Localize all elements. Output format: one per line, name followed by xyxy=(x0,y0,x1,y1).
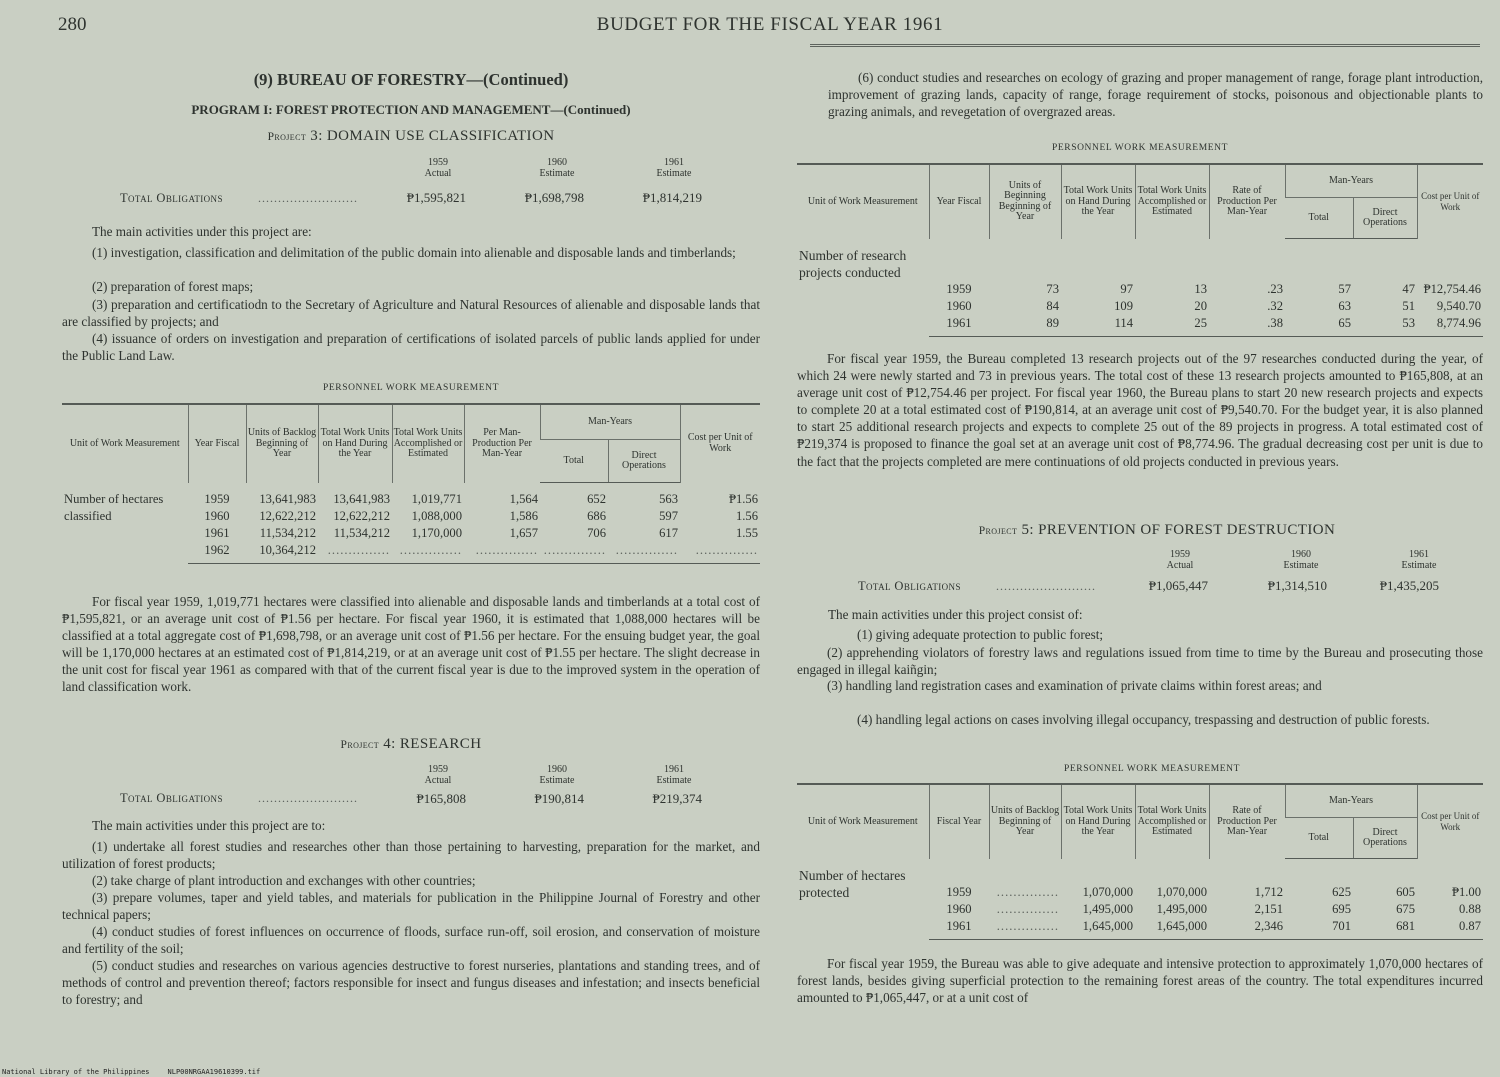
cell-accomplished: 20 xyxy=(1194,299,1207,313)
project4-activity-5: (5) conduct studies and researches on various agencies destructive to forest nurseries, plantations and standing trees, and of methods of control and prevention thereof; factors responsible for insect and fungus diseases and infestation; and insects beneficial to forestry; and xyxy=(62,958,760,1008)
project3-intro: The main activities under this project are: xyxy=(92,224,312,239)
cell-accomplished: 1,070,000 xyxy=(1156,884,1207,899)
table-row xyxy=(62,483,760,509)
th-rate: Per Man-Production Per Man-Year xyxy=(464,404,540,483)
cell-year: 1960 xyxy=(946,299,972,313)
cell-direct: ............... xyxy=(608,542,680,564)
project3-narrative: For fiscal year 1959, 1,019,771 hectares were classified into alienable and disposable lands and timberlands at a total cost of ₱1,595,821, or an average unit cost of ₱1.56 per hectare. For fiscal year 1960, it is estimated that 1,088,000 hectares will be classified at a total aggregate cost of ₱1,698,798, or an average unit cost of ₱1.56 per hectare. For the ensuing budget year, the goal will be 1,170,000 hectares at an estimated cost of ₱1,814,219, or at an average unit cost of ₱1.55 per hectare. The slight decrease in the unit cost for fiscal year 1961 as compared with that of the current fiscal year is due to the improved system in the operation of land classification work. xyxy=(62,594,760,695)
project4-title: Project 4: RESEARCH xyxy=(340,736,482,752)
cell-direct: 51 xyxy=(1402,299,1415,313)
cell-total: 63 xyxy=(1338,299,1351,313)
project3-activity-2: (2) preparation of forest maps; xyxy=(92,279,254,294)
cell-rate: 1,657 xyxy=(509,526,538,540)
project4-intro: The main activities under this project are to: xyxy=(92,818,326,833)
cell-accomplished: 25 xyxy=(1135,315,1209,337)
cell-on-hand: 1,070,000 xyxy=(1082,884,1133,899)
th-direct: Direct Operations xyxy=(1353,198,1417,239)
project4-activity-1: (1) undertake all forest studies and researches other than those pertaining to harvesting, preparation for the market, and utilization of forest products; xyxy=(62,839,760,872)
cell-accomplished: 1,019,771 xyxy=(411,491,462,506)
project4-pwm-title: PERSONNEL WORK MEASUREMENT xyxy=(1051,143,1229,153)
cell-cost: 0.87 xyxy=(1417,918,1483,940)
th-year: Fiscal Year xyxy=(929,784,989,859)
cell-backlog: 10,364,212 xyxy=(246,542,318,564)
cell-accomplished: 13 xyxy=(1194,281,1207,296)
colhead-1960: 1960 Estimate xyxy=(1283,549,1319,571)
th-unit: Unit of Work Measurement xyxy=(62,404,188,483)
cell-rate: 1,712 xyxy=(1254,884,1283,899)
project3-activity-3: (3) preparation and certificatiodn to the Secretary of Agriculture and Natural Resources of alienable and disposable lands that are classified by projects; and xyxy=(62,297,760,330)
th-total: Total xyxy=(1285,818,1353,859)
colhead-1959: 1959 Actual xyxy=(1166,549,1194,571)
cell-cost: 1.56 xyxy=(735,509,758,523)
cell-cost: ₱1.00 xyxy=(1451,884,1481,899)
project5-pwm-title: PERSONNEL WORK MEASUREMENT xyxy=(1063,764,1241,774)
cell-backlog: ............... xyxy=(989,918,1061,940)
colhead-1960: 1960 Estimate xyxy=(539,764,575,786)
cell-rate: .23 xyxy=(1267,281,1283,296)
project5-activity-1: (1) giving adequate protection to public forest; xyxy=(857,627,1104,642)
project3-title: Project 3: DOMAIN USE CLASSIFICATION xyxy=(267,128,555,144)
th-unit: Unit of Work Measurement xyxy=(797,784,929,859)
cell-on-hand: ............... xyxy=(318,542,392,564)
running-title: BUDGET FOR THE FISCAL YEAR 1961 xyxy=(596,14,944,35)
cell-total: 652 xyxy=(587,492,606,506)
project4-total-1960: ₱190,814 xyxy=(534,791,584,806)
colhead-1959: 1959 Actual xyxy=(424,764,452,786)
cell-backlog: 11,534,212 xyxy=(259,526,316,540)
cell-direct: 53 xyxy=(1353,315,1417,337)
cell-accomplished: 1,170,000 xyxy=(411,526,462,540)
cell-total: 686 xyxy=(587,509,606,523)
cell-cost: 8,774.96 xyxy=(1417,315,1483,337)
colhead-1961: 1961 Estimate xyxy=(656,764,692,786)
cell-direct: 597 xyxy=(659,509,678,523)
cell-cost: 0.88 xyxy=(1458,902,1481,916)
project5-total-1961: ₱1,435,205 xyxy=(1379,578,1439,593)
cell-year: 1961 xyxy=(929,315,989,337)
project3-total-1961: ₱1,814,219 xyxy=(642,190,702,205)
th-year: Year Fiscal xyxy=(188,404,246,483)
project3-total-obligations: Total Obligations xyxy=(120,191,223,205)
cell-year: 1959 xyxy=(946,281,972,296)
cell-year: 1962 xyxy=(188,542,246,564)
th-man-years: Man-Years xyxy=(1285,164,1417,198)
cell-rate: ............... xyxy=(464,542,540,564)
cell-accomplished: 1,645,000 xyxy=(1135,918,1209,940)
cell-direct: 617 xyxy=(659,526,678,540)
cell-rate: 1,586 xyxy=(509,509,538,523)
project5-title: Project 5: PREVENTION OF FOREST DESTRUCTION xyxy=(978,522,1336,538)
cell-year: 1960 xyxy=(204,509,230,523)
cell-total: 625 xyxy=(1332,885,1351,899)
cell-on-hand: 11,534,212 xyxy=(333,526,390,540)
cell-on-hand: 114 xyxy=(1061,315,1135,337)
th-total-work: Total Work Units on Hand During the Year xyxy=(318,404,392,483)
colhead-1961: 1961 Estimate xyxy=(1401,549,1437,571)
project5-total-1960: ₱1,314,510 xyxy=(1267,578,1327,593)
project5-narrative: For fiscal year 1959, the Bureau was able to give adequate and intensive protection to approximately 1,070,000 hectares of forest lands, besides giving superficial protection to the remaining forest areas of the country. The total expenditures incurred amounted to ₱1,065,447, or at a unit cost of xyxy=(797,956,1483,1006)
cell-year: 1960 xyxy=(946,902,972,916)
cell-direct: 675 xyxy=(1396,902,1415,916)
program-title: PROGRAM I: FOREST PROTECTION AND MANAGEMENT—(Continued) xyxy=(191,102,631,117)
th-rate: Rate of Production Per Man-Year xyxy=(1209,784,1285,859)
cell-rate: .38 xyxy=(1209,315,1285,337)
cell-backlog: 89 xyxy=(989,315,1061,337)
table-row xyxy=(797,239,1483,299)
th-cost: Cost per Unit of Work xyxy=(1417,164,1483,239)
project4-activity-2: (2) take charge of plant introduction and exchanges with other countries; xyxy=(92,873,476,888)
project4-total-obligations: Total Obligations xyxy=(120,791,223,805)
cell-cost: ............... xyxy=(680,542,760,564)
cell-on-hand: 109 xyxy=(1114,299,1133,313)
th-rate: Rate of Production Per Man-Year xyxy=(1209,164,1285,239)
colhead-1959: 1959 Actual xyxy=(424,157,452,179)
colhead-1960: 1960 Estimate xyxy=(539,157,575,179)
project4-narrative: For fiscal year 1959, the Bureau completed 13 research projects out of the 97 researches conducted during the year, of which 24 were newly started and 73 in previous years. The total cost of these 13 research projects amounted to ₱165,808, at an average unit cost of ₱12,754.46 per project. For fiscal year 1960, the Bureau plans to start 20 new research projects and expects to complete 20 at a total estimated cost of ₱190,814, at an average unit cost of ₱9,540.70. For the budget year, it is also planned to start 25 additional research projects and expects to complete 25 out of the 89 projects in progress. A total estimated cost of ₱219,374 is proposed to finance the goal set at an average unit cost of ₱8,774.96. The gradual decreasing cost per unit is due to the fact that the projects completed are mere continuations of old projects conducted in previous years. xyxy=(797,351,1483,469)
th-cost: Cost per Unit of Work xyxy=(1417,784,1483,859)
cell-total: 695 xyxy=(1332,902,1351,916)
cell-year: 1959 xyxy=(204,491,230,506)
cell-direct: 47 xyxy=(1402,282,1415,296)
leader-dots: ......................... xyxy=(258,191,358,205)
cell-direct: 605 xyxy=(1396,885,1415,899)
unit-label: Number of hectares protected xyxy=(799,867,906,900)
th-unit: Unit of Work Measurement xyxy=(797,164,929,239)
cell-cost: 9,540.70 xyxy=(1436,299,1481,313)
project5-work-table xyxy=(797,783,1483,940)
section-title: (9) BUREAU OF FORESTRY—(Continued) xyxy=(253,70,569,89)
leader-dots: ......................... xyxy=(258,791,358,805)
th-man-years: Man-Years xyxy=(540,404,680,440)
unit-label: Number of research projects conducted xyxy=(799,247,907,280)
cell-on-hand: 1,495,000 xyxy=(1082,902,1133,916)
cell-total: 65 xyxy=(1285,315,1353,337)
project4-total-1959: ₱165,808 xyxy=(416,791,466,806)
cell-accomplished: 1,088,000 xyxy=(411,509,462,523)
header-rule xyxy=(810,44,1480,47)
cell-accomplished: ............... xyxy=(392,542,464,564)
th-accomplished: Total Work Units Accomplished or Estimated xyxy=(1135,164,1209,239)
project4-activity-3: (3) prepare volumes, taper and yield tables, and materials for publication in the Philippine Journal of Forestry and other technical papers; xyxy=(62,890,760,923)
cell-cost: ₱1.56 xyxy=(728,491,758,506)
cell-rate: .32 xyxy=(1267,299,1283,313)
th-backlog: Units of Beginning Beginning of Year xyxy=(989,164,1061,239)
project4-activity-6: (6) conduct studies and researches on ecology of grazing and proper management of range, forage plant introduction, improvement of grazing lands, capacity of range, forage requirement of stocks, poisonous and objectionable plants to grazing animals, and revegetation of overgrazed areas. xyxy=(828,70,1483,120)
cell-on-hand: 97 xyxy=(1120,281,1133,296)
project3-total-1959: ₱1,595,821 xyxy=(406,190,466,205)
cell-total: 701 xyxy=(1285,918,1353,940)
th-man-years: Man-Years xyxy=(1285,784,1417,818)
th-cost: Cost per Unit of Work xyxy=(680,404,760,483)
th-year: Year Fiscal xyxy=(929,164,989,239)
cell-year: 1961 xyxy=(929,918,989,940)
cell-on-hand: 12,622,212 xyxy=(333,509,390,523)
project5-total-obligations: Total Obligations xyxy=(858,579,961,593)
th-accomplished: Total Work Units Accomplished or Estimated xyxy=(1135,784,1209,859)
cell-backlog: ............... xyxy=(996,884,1059,899)
project3-activity-1: (1) investigation, classification and delimitation of the public domain into alienable and disposable lands and timberlands; xyxy=(92,245,736,260)
project4-activity-4: (4) conduct studies of forest influences on occurrence of floods, surface run-off, soil erosion, and conservation of moisture and fertility of the soil; xyxy=(62,924,760,957)
cell-rate: 2,346 xyxy=(1209,918,1285,940)
cell-total: 57 xyxy=(1338,282,1351,296)
project3-total-1960: ₱1,698,798 xyxy=(524,190,584,205)
project3-work-table xyxy=(62,403,760,564)
cell-rate: 1,564 xyxy=(509,491,538,506)
cell-backlog: 84 xyxy=(1046,299,1059,313)
project5-activity-2: (2) apprehending violators of forestry laws and regulations issued from time to time by the Bureau and prosecuting those engaged in illegal kaiñgin; xyxy=(797,645,1483,678)
th-backlog: Units of Backlog Beginning of Year xyxy=(246,404,318,483)
th-total: Total xyxy=(540,440,608,483)
cell-direct: 563 xyxy=(659,492,678,506)
th-accomplished: Total Work Units Accomplished or Estimated xyxy=(392,404,464,483)
cell-rate: 2,151 xyxy=(1254,902,1283,916)
th-direct: Direct Operations xyxy=(1353,818,1417,859)
colhead-1961: 1961 Estimate xyxy=(656,157,692,179)
table-row xyxy=(797,859,1483,902)
cell-backlog: 73 xyxy=(1046,281,1059,296)
cell-cost: ₱12,754.46 xyxy=(1423,281,1481,296)
project5-intro: The main activities under this project consist of: xyxy=(828,607,1083,622)
cell-direct: 681 xyxy=(1353,918,1417,940)
scan-footer: National Library of the Philippines NLP00NRGAA19610399.tif xyxy=(2,1068,261,1076)
cell-backlog: 12,622,212 xyxy=(259,509,316,523)
cell-year: 1959 xyxy=(946,884,972,899)
project4-work-table xyxy=(797,163,1483,337)
cell-year: 1961 xyxy=(204,526,230,540)
project5-activity-4: (4) handling legal actions on cases involving illegal occupancy, trespassing and destruction of public forests. xyxy=(857,712,1430,727)
th-total: Total xyxy=(1285,198,1353,239)
th-total-work: Total Work Units on Hand During the Year xyxy=(1061,164,1135,239)
leader-dots: ......................... xyxy=(996,579,1096,593)
th-direct: Direct Operations xyxy=(608,440,680,483)
unit-label: Number of hectares classified xyxy=(64,491,164,523)
project3-pwm-title: PERSONNEL WORK MEASUREMENT xyxy=(322,383,500,393)
cell-cost: 1.55 xyxy=(735,526,758,540)
cell-accomplished: 1,495,000 xyxy=(1156,902,1207,916)
cell-backlog: ............... xyxy=(996,902,1059,916)
cell-on-hand: 13,641,983 xyxy=(333,491,390,506)
project4-total-1961: ₱219,374 xyxy=(652,791,702,806)
page-number: 280 xyxy=(58,14,87,35)
project5-activity-3: (3) handling land registration cases and examination of private claims within forest areas; and xyxy=(827,678,1322,693)
cell-on-hand: 1,645,000 xyxy=(1061,918,1135,940)
cell-backlog: 13,641,983 xyxy=(259,491,316,506)
project5-total-1959: ₱1,065,447 xyxy=(1148,578,1208,593)
th-backlog: Units of Backlog Beginning of Year xyxy=(989,784,1061,859)
th-total-work: Total Work Units on Hand During the Year xyxy=(1061,784,1135,859)
project3-activity-4: (4) issuance of orders on investigation and preparation of certifications of isolated parcels of public lands applied for under the Public Land Law. xyxy=(62,331,760,364)
cell-total: ............... xyxy=(540,542,608,564)
cell-total: 706 xyxy=(587,526,606,540)
